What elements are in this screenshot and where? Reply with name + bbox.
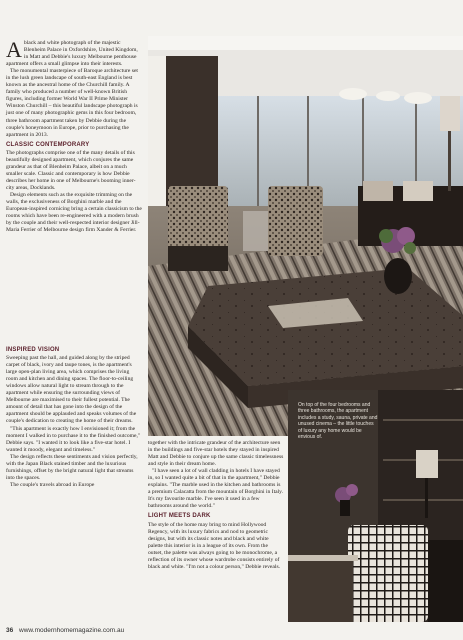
page-number: 36 <box>6 627 14 634</box>
middle-paragraph-1: together with the intricate grandeur of the architecture seen in the buildings and five-star hotels they stayed in inspired Matt and Debbie to conjure up the same classic timelessness and style in their dream home. <box>148 440 284 468</box>
middle-column <box>148 440 284 571</box>
classic-paragraph-2: Design elements such as the exquisite trimming on the walls, the exclusiveness of Borghini marble and the European-inspired cornicing bring a certain classicism to the rooms which have been re-engineered with a modern brush by the couple and their well-respected interior designer Jill-Maria Ferrier of Melbourne design firm Xander & Ferrier. <box>6 191 142 234</box>
middle-paragraph-2: "I have seen a lot of wall cladding in hotels I have stayed in, so I wanted quite a bit of that in the apartment," Debbie explains. "The marble used in the kitchen and bathrooms is a premium Calacatta from the mountain of Borghini in Italy. It's my favourite marble. I've seen it used in a few bathrooms around the world." <box>148 468 283 510</box>
intro-text: black and white photograph of the majestic Blenheim Palace in Oxfordshire, United Kingdom, in Matt and Debbie's luxury Melbourne penthouse apartment offers a small glimpse into their interests. <box>6 40 138 68</box>
inspired-paragraph-1: Sweeping past the hall, and guided along by the striped carpet of black, ivory and taupe tones, is the apartment's large open-plan living area, which comprises the living room and kitchen and dining spaces. The floor-to-ceiling windows allow natural light to stream through to the apartment while ensuring the surrounding views of Melbourne are maximised to their fullest potential. The amount of detail that has gone into the design of the apartment should be applauded and speaks volumes of the couple's dedication to creating the home of their dreams. <box>6 355 137 425</box>
page-footer <box>6 627 124 634</box>
living-room-photo <box>148 36 463 436</box>
inspired-paragraph-4: The couple's travels abroad in Europe <box>10 481 95 488</box>
heading-light-meets-dark: LIGHT MEETS DARK <box>148 513 211 520</box>
drop-cap: A <box>6 37 22 62</box>
heading-inspired-vision: INSPIRED VISION <box>6 347 60 353</box>
classic-paragraph-1: The photographs comprise one of the many details of this beautifully designed apartment, which conjures the same grandeur as that of Blenheim Palace, albeit on a much smaller scale. Classic and contemporary is how Debbie describes her home in one of Melbourne's booming inner-city areas, Docklands. <box>6 149 136 191</box>
inspired-paragraph-3: The design reflects these sentiments and vision perfectly, with the Japan Black stained timber and the luxurious furnishings, offset by the bright natural light that streams into the spaces. <box>6 453 138 481</box>
intro-paragraph <box>6 37 142 68</box>
intro-paragraph-2: The monumental masterpiece of Baroque architecture set in the lush green landscape of south-east England is best known as the ancestral home of the Churchill family. A family who produced a number of well-known British figures, including former World War II Prime Minister Winston Churchill – this beautiful landscape photograph is just one of many photographic gems in this four bedroom, three bathroom apartment taken by Debbie during the couple's honeymoon in Europe, prior to purchasing the apartment in 2013. <box>6 68 138 138</box>
photo-caption: On top of the four bedrooms and three bathrooms, the apartment includes a study, sauna, private and unused cinema – the little touches of luxury any home would be envious of. <box>298 402 378 441</box>
heading-classic-contemporary: CLASSIC CONTEMPORARY <box>6 141 90 148</box>
intro-column <box>6 37 142 234</box>
inspired-column <box>6 344 142 489</box>
inspired-paragraph-2: "This apartment is exactly how I envisioned it; from the moment I walked in to purchase it to the finished outcome," Debbie says. "I wanted it to look like a five-star hotel. I wanted it moody, elegant and timeless." <box>6 425 141 453</box>
middle-paragraph-3: The style of the home may bring to mind Hollywood Regency, with its luxury fabrics and nod to geometric designs, but with its classic notes and black and white palette this interior is in a league of its own. From the outset, the palette was always going to be monochrome, a reflection of its owner whose wardrobe consists entirely of black and white. "I'm not a colour person," Debbie reveals. <box>148 521 281 570</box>
magazine-url: www.modernhomemagazine.com.au <box>19 627 125 634</box>
